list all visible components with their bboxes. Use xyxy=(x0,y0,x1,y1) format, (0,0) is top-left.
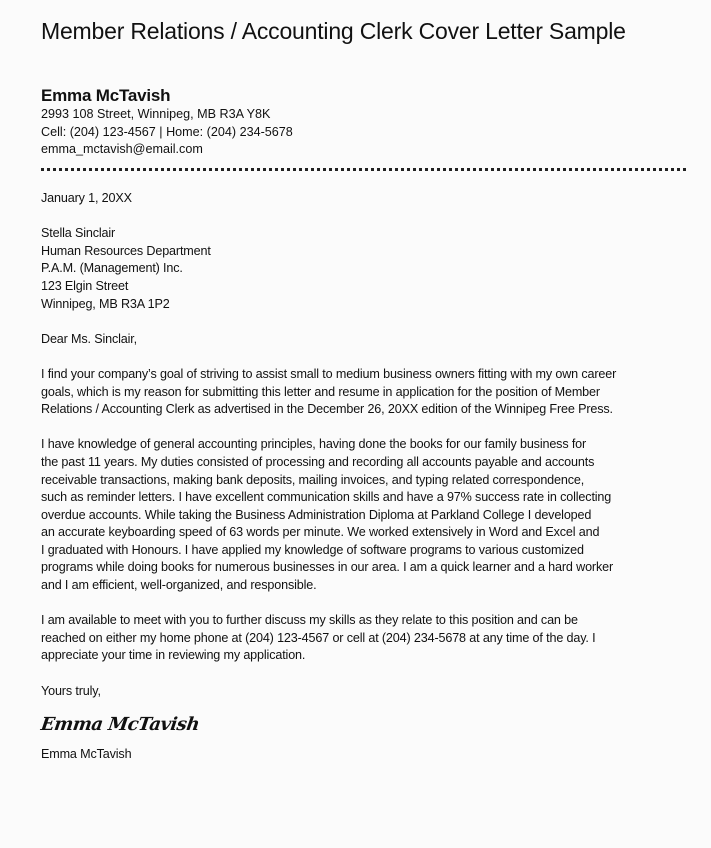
paragraph-intro xyxy=(41,366,681,419)
document-title: Member Relations / Accounting Clerk Cover Letter Sample xyxy=(41,18,626,44)
paragraph-line: an accurate keyboarding speed of 63 words per minute. We worked extensively in Word and Excel and xyxy=(41,525,600,540)
signed-name: Emma McTavish xyxy=(41,747,132,762)
paragraph-line: receivable transactions, making bank deposits, mailing invoices, and typing related correspondence, xyxy=(41,472,585,487)
paragraph-line: I am available to meet with you to further discuss my skills as they relate to this position and can be xyxy=(41,613,578,628)
recipient-name: Stella Sinclair xyxy=(41,226,116,241)
recipient-company: P.A.M. (Management) Inc. xyxy=(41,261,183,276)
paragraph-line: goals, which is my reason for submitting this letter and resume in application for the position of Member xyxy=(41,384,600,399)
paragraph-line: reached on either my home phone at (204) 123-4567 or cell at (204) 234-5678 at any time of the day. I xyxy=(41,630,596,645)
recipient-city: Winnipeg, MB R3A 1P2 xyxy=(41,296,170,311)
recipient-block xyxy=(41,225,681,313)
paragraph-line: the past 11 years. My duties consisted of processing and recording all accounts payable and accounts xyxy=(41,454,595,469)
sender-email: emma_mctavish@email.com xyxy=(41,142,203,156)
recipient-department: Human Resources Department xyxy=(41,243,211,258)
paragraph-line: I have knowledge of general accounting principles, having done the books for our family business for xyxy=(41,437,587,452)
closing: Yours truly, xyxy=(41,683,101,698)
salutation: Dear Ms. Sinclair, xyxy=(41,331,137,346)
sender-name: Emma McTavish xyxy=(41,86,171,105)
dotted-divider xyxy=(41,168,686,171)
handwritten-signature: Emma McTavish xyxy=(39,714,201,736)
paragraph-line: appreciate your time in reviewing my application. xyxy=(41,648,306,663)
paragraph-line: overdue accounts. While taking the Business Administration Diploma at Parkland College I developed xyxy=(41,507,592,522)
paragraph-line: such as reminder letters. I have excellent communication skills and have a 97% success rate in collecting xyxy=(41,490,612,505)
paragraph-line: programs while doing books for numerous businesses in our area. I am a quick learner and a hard worker xyxy=(41,560,614,575)
sender-address: 2993 108 Street, Winnipeg, MB R3A Y8K xyxy=(41,107,271,121)
paragraph-line: I find your company’s goal of striving to assist small to medium business owners fitting with my own career xyxy=(41,366,617,381)
paragraph-line: I graduated with Honours. I have applied my knowledge of software programs to various customized xyxy=(41,542,584,557)
letter-date: January 1, 20XX xyxy=(41,191,132,205)
letter-body xyxy=(41,190,681,764)
sender-phones: Cell: (204) 123-4567 | Home: (204) 234-5678 xyxy=(41,124,293,139)
paragraph-qualifications xyxy=(41,436,681,594)
sender-block xyxy=(41,86,293,159)
paragraph-line: and I am efficient, well-organized, and responsible. xyxy=(41,578,317,593)
paragraph-line: Relations / Accounting Clerk as advertised in the December 26, 20XX edition of the Winnipeg Free Press. xyxy=(41,402,613,417)
paragraph-closing xyxy=(41,612,681,665)
recipient-street: 123 Elgin Street xyxy=(41,278,129,293)
